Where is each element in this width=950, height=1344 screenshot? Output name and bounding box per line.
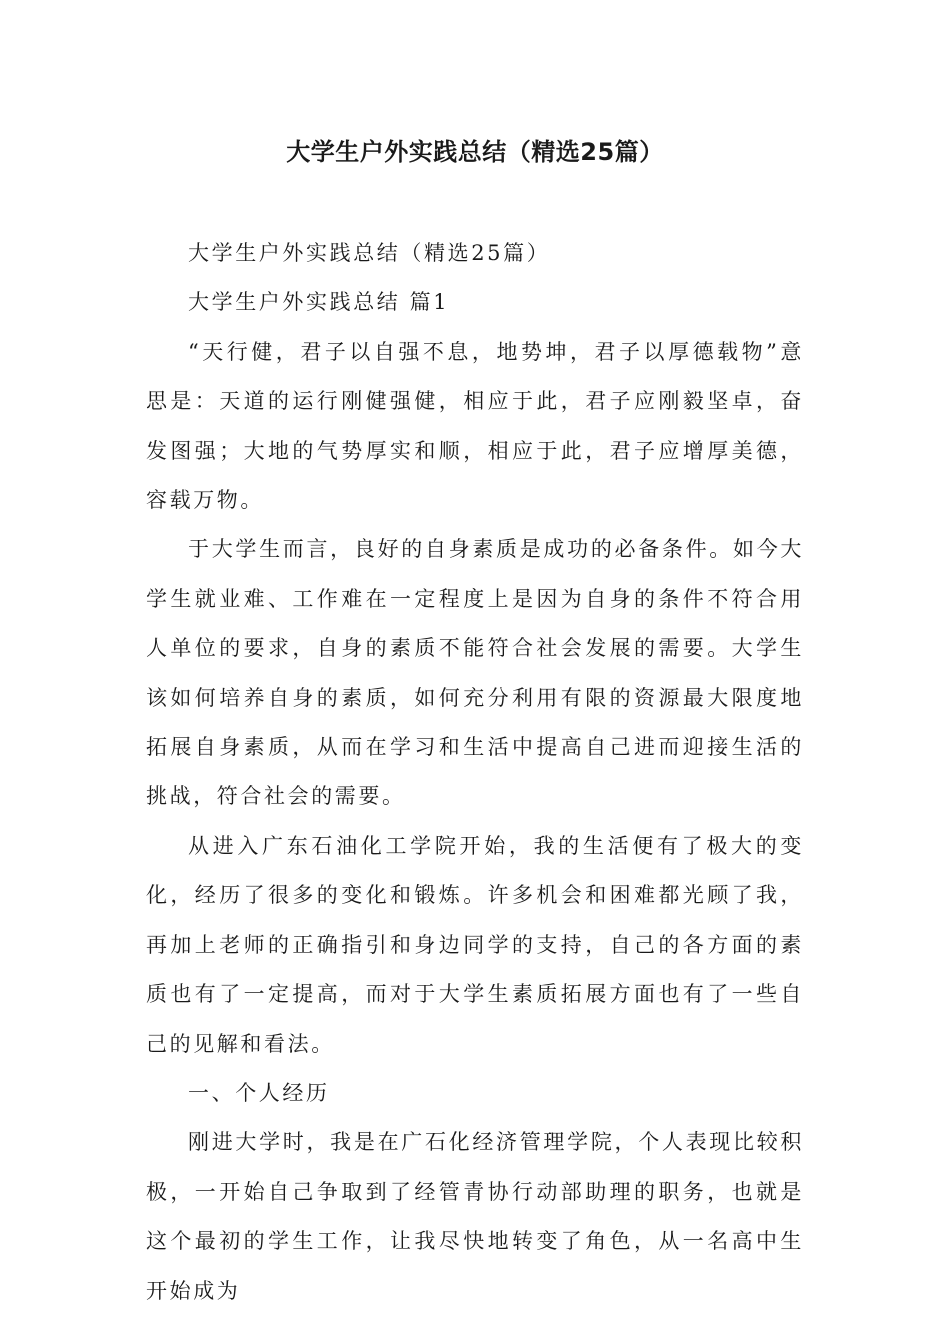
paragraph: 于大学生而言，良好的自身素质是成功的必备条件。如今大学生就业难、工作难在一定程度上是因为自身的条件不符合用人单位的要求，自身的素质不能符合社会发展的需要。大学生该如何培养自身的素质，如何充分利用有限的资源最大限度地拓展自身素质，从而在学习和生活中提高自己进而迎接生活的挑战，符合社会的需要。 xyxy=(146,537,804,809)
paragraph-section-heading: 大学生户外实践总结 篇1 xyxy=(188,290,450,315)
document-title: 大学生户外实践总结（精选25篇） xyxy=(286,138,664,166)
paragraph: “天行健，君子以自强不息，地势坤，君子以厚德载物”意思是：天道的运行刚健强健，相应于此，君子应刚毅坚卓，奋发图强；大地的气势厚实和顺，相应于此，君子应增厚美德，容载万物。 xyxy=(146,339,804,513)
paragraph-subtitle: 大学生户外实践总结（精选25篇） xyxy=(188,241,551,265)
paragraph: 从进入广东石油化工学院开始，我的生活便有了极大的变化，经历了很多的变化和锻炼。许多机会和困难都光顾了我，再加上老师的正确指引和身边同学的支持，自己的各方面的素质也有了一定提高，而对于大学生素质拓展方面也有了一些自己的见解和看法。 xyxy=(146,833,804,1056)
paragraph: 刚进大学时，我是在广石化经济管理学院，个人表现比较积极，一开始自己争取到了经管青协行动部助理的职务，也就是这个最初的学生工作，让我尽快地转变了角色，从一名高中生开始成为 xyxy=(146,1130,804,1303)
document-body xyxy=(146,229,804,1316)
paragraph-heading-personal-experience: 一、个人经历 xyxy=(188,1080,330,1105)
